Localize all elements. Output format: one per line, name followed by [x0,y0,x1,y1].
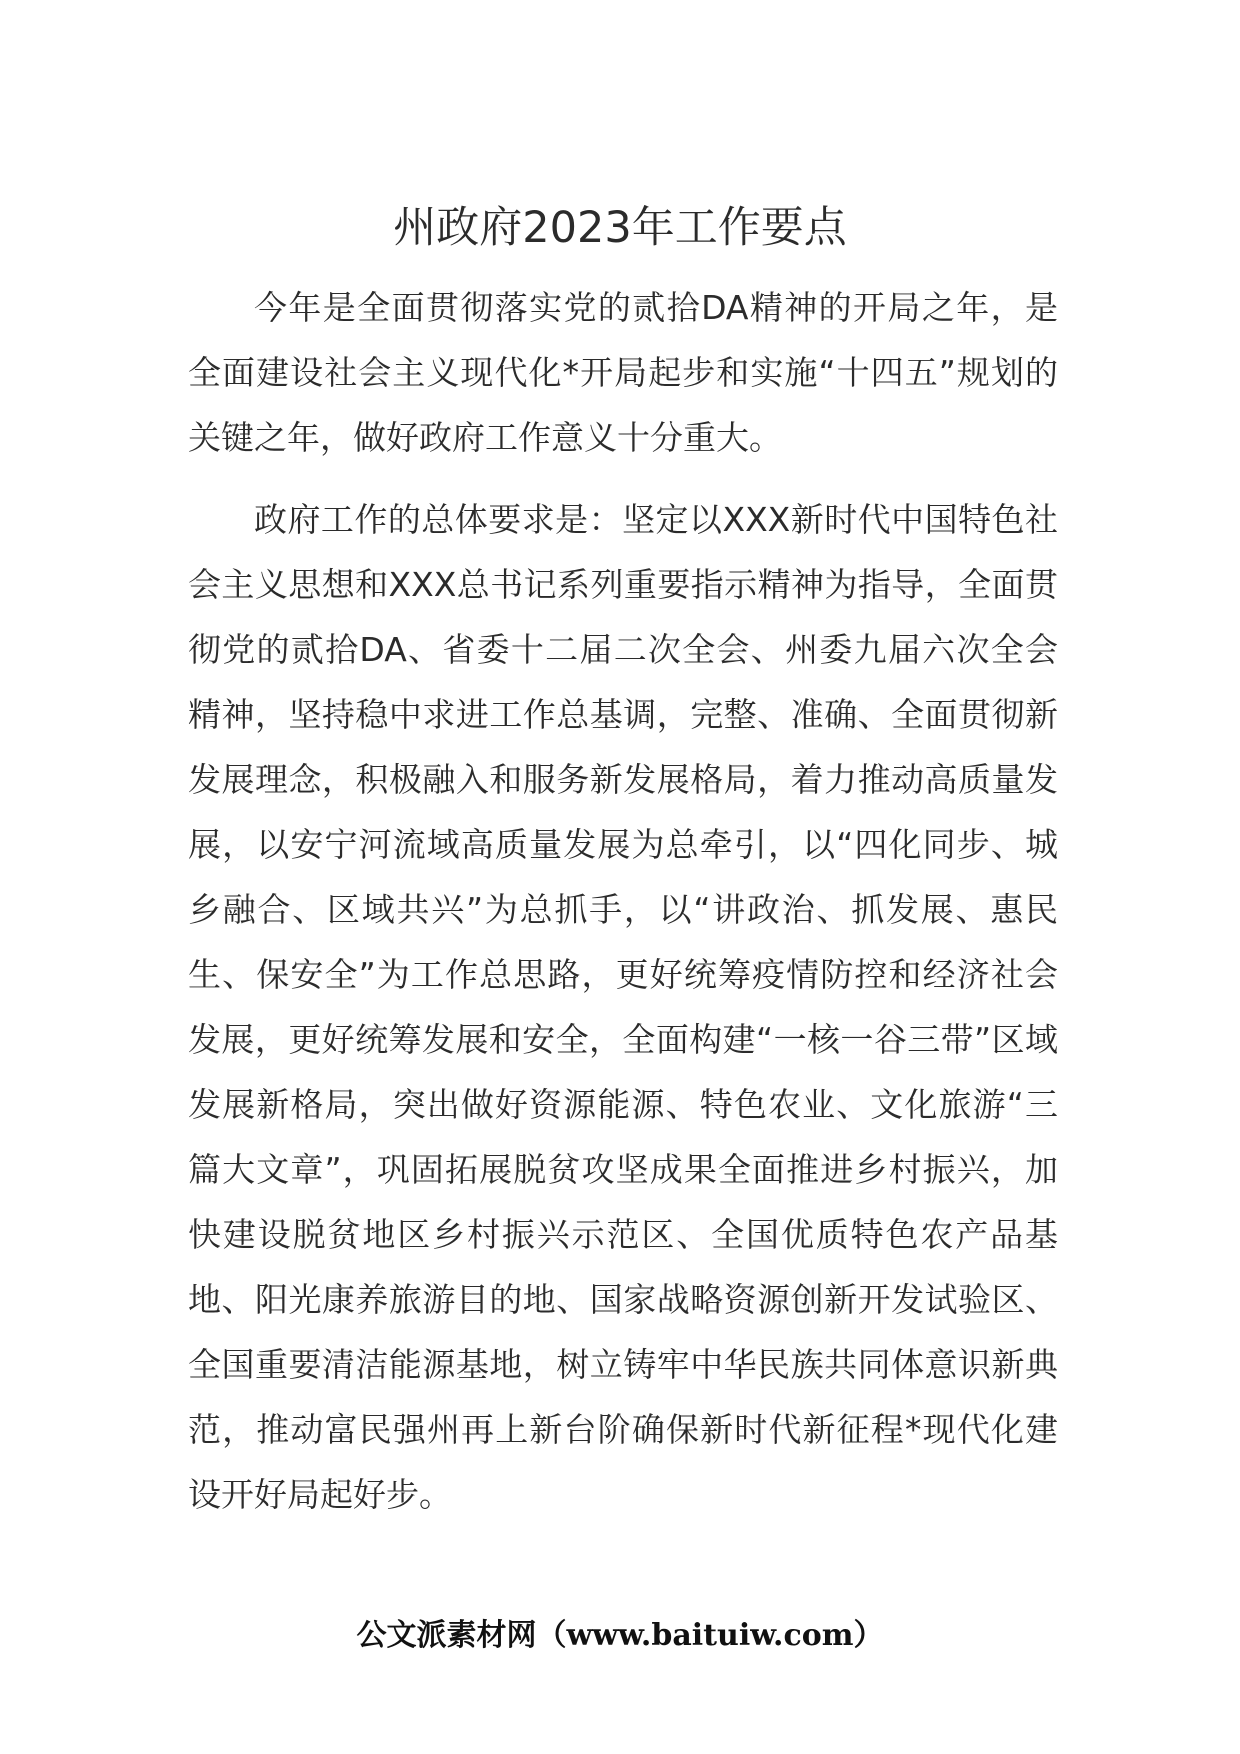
footer-source: 公文派素材网（www.baituiw.com） [356,1618,884,1653]
document-title: 州政府2023年工作要点 [393,203,847,253]
paragraph-intro: 今年是全面贯彻落实党的贰拾DA精神的开局之年，是全面建设社会主义现代化*开局起步和实施“十四五”规划的关键之年，做好政府工作意义十分重大。 [188,288,1058,457]
paragraph-general-requirements: 政府工作的总体要求是：坚定以XXX新时代中国特色社会主义思想和XXX总书记系列重要指示精神为指导，全面贯彻党的贰拾DA、省委十二届二次全会、州委九届六次全会精神，坚持稳中求进工作总基调，完整、准确、全面贯彻新发展理念，积极融入和服务新发展格局，着力推动高质量发展，以安宁河流域高质量发展为总牵引，以“四化同步、城乡融合、区域共兴”为总抓手，以“讲政治、抓发展、惠民生、保安全”为工作总思路，更好统筹疫情防控和经济社会发展，更好统筹发展和安全，全面构建“一核一谷三带”区域发展新格局，突出做好资源能源、特色农业、文化旅游“三篇大文章”，巩固拓展脱贫攻坚成果全面推进乡村振兴，加快建设脱贫地区乡村振兴示范区、全国优质特色农产品基地、阳光康养旅游目的地、国家战略资源创新开发试验区、全国重要清洁能源基地，树立铸牢中华民族共同体意识新典范，推动富民强州再上新台阶确保新时代新征程*现代化建设开好局起好步。 [188,500,1058,1514]
